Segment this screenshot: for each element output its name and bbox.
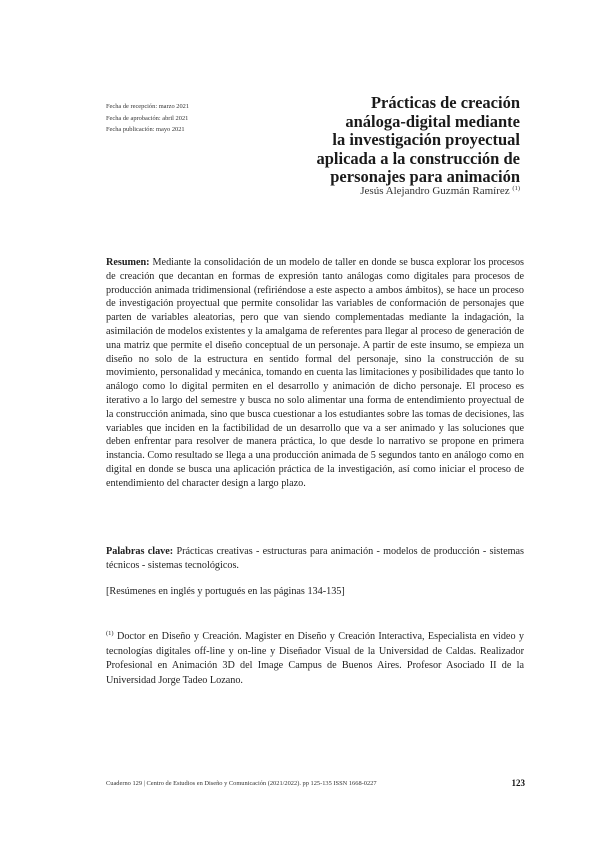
reception-date: Fecha de recepción: marzo 2021 bbox=[106, 103, 190, 110]
footer-citation: Cuaderno 129 | Centro de Estudios en Diseño y Comunicación (2021/2022). pp 125-135 ISSN 1668-0227 bbox=[106, 780, 377, 787]
title-line: personajes para animación bbox=[330, 167, 520, 187]
approval-date: Fecha de aprobación: abril 2021 bbox=[106, 114, 189, 122]
publication-date: Fecha publicación: mayo 2021 bbox=[106, 126, 185, 133]
abstract-text: Mediante la consolidación de un modelo de taller en donde se busca explorar los procesos de creación que decantan en formas de expresión tanto análogas como digitales para procesos de producción animada tridimensional (refiriéndose a este aspecto a ambos ámbitos), se hace un proceso de investigación proyectual que permite consolidar las variables de conformación de personajes que parten de variables aleatorias, pero que van siendo complementadas mediante la indagación, la asimilación de modelos existentes y la amalgama de referentes para llegar al proceso de generación de una matriz que permite el diseño conceptual de un personaje. A partir de este insumo, se empieza un diseño no solo de la estructura en sentido formal del personaje, sino la construcción de su movimiento, personalidad y mecánica, tomando en cuenta las limitaciones y posibilidades que tanto lo análogo como lo digital permiten en el desarrollo y animación de dicho personaje. El proceso es iterativo a lo largo del semestre y busca no solo alimentar una forma de entendimiento proyectual de la construcción animada, sino que busca cuestionar a los estudiantes sobre las tomas de decisiones, las variables que inciden en la factibilidad de un desarrollo que va a ser animado y las soluciones que deben enfrentar para resolver de manera práctica, lo que desde lo narrativo se propone en primera instancia. Como resultado se llega a una producción animada de 5 segundos tanto en análogo como en digital en donde se busca una aplicación práctica de la investigación, así como iniciar el proceso de entendimiento del character design a largo plazo. bbox=[106, 257, 525, 489]
author-note-marker: (1) bbox=[512, 185, 520, 192]
keywords bbox=[106, 545, 524, 573]
abstract bbox=[106, 256, 524, 491]
title-line: la investigación proyectual bbox=[332, 130, 520, 150]
page-footer bbox=[106, 779, 525, 789]
title-line: Prácticas de creación bbox=[370, 93, 520, 112]
footnote-text: Doctor en Diseño y Creación. Magister en Diseño y Creación Interactiva, Especialista en video y tecnologías digitales off-line y on-line y Diseñador Visual de la Universidad de Caldas. Realizador Profesional en Animación 3D del Image Campus de Buenos Aires. Profesor Asociado II de la Universidad Jorge Tadeo Lozano. bbox=[106, 631, 525, 686]
author-line bbox=[290, 182, 520, 198]
keywords-text: Prácticas creativas - estructuras para animación - modelos de producción - sistemas técnicos - sistemas tecnológicos. bbox=[106, 546, 524, 571]
article-title bbox=[290, 94, 520, 187]
title-line: análoga-digital mediante bbox=[345, 111, 520, 131]
page-number: 123 bbox=[511, 778, 525, 788]
keywords-label: Palabras clave: bbox=[106, 546, 174, 557]
author-footnote bbox=[106, 627, 524, 688]
title-line: aplicada a la construcción de bbox=[316, 148, 520, 168]
footnote-marker: (1) bbox=[106, 630, 114, 637]
publication-dates bbox=[106, 101, 256, 136]
author-name: Jesús Alejandro Guzmán Ramírez bbox=[360, 185, 510, 197]
summaries-note: [Resúmenes en inglés y portugués en las páginas 134-135] bbox=[106, 586, 345, 597]
abstract-label: Resumen: bbox=[106, 257, 150, 268]
